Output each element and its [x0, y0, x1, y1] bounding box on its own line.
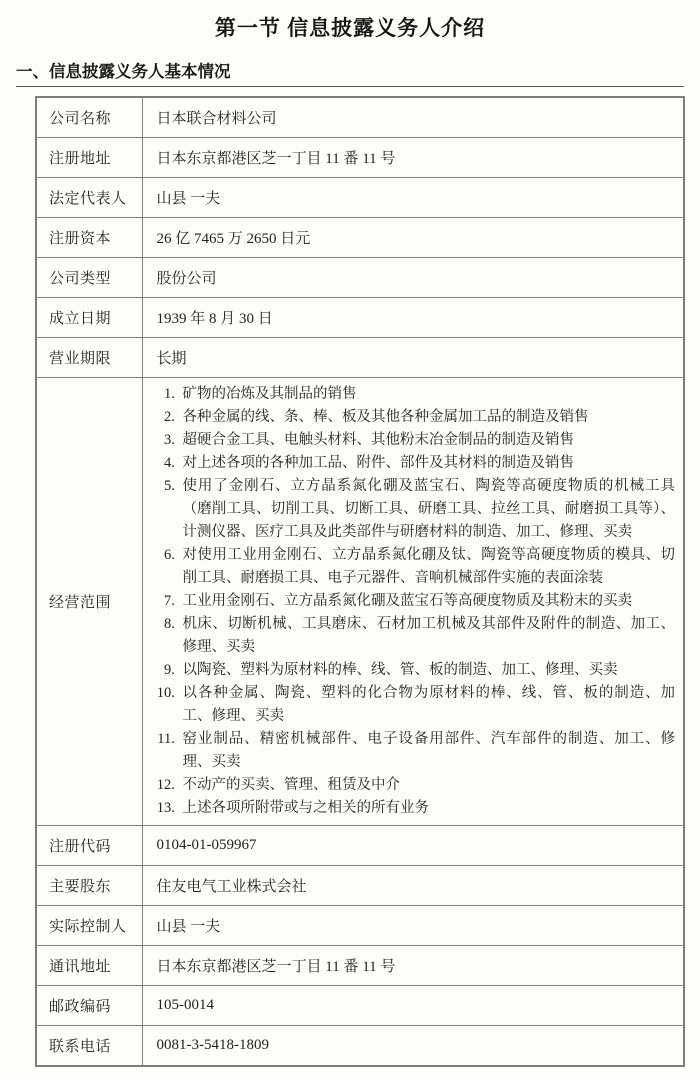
row-value: 日本东京都港区芝一丁目 11 番 11 号	[142, 138, 684, 178]
row-label: 营业期限	[36, 338, 142, 378]
row-label: 主要股东	[36, 866, 142, 906]
table-row	[36, 1026, 684, 1067]
business-scope-item: 13. 上述各项所附带或与之相关的所有业务	[179, 797, 676, 820]
row-label: 实际控制人	[36, 906, 142, 946]
row-label: 公司类型	[36, 258, 142, 298]
company-info-table	[35, 96, 685, 1067]
row-label: 注册代码	[36, 826, 142, 866]
table-row	[36, 826, 684, 866]
row-value: 1939 年 8 月 30 日	[142, 298, 684, 338]
table-row	[36, 258, 684, 298]
row-value: 住友电气工业株式会社	[142, 866, 684, 906]
table-row	[36, 138, 684, 178]
table-row	[36, 178, 684, 218]
table-rows-top	[36, 97, 684, 378]
row-value: 日本联合材料公司	[142, 97, 684, 138]
business-scope-item: 10. 以各种金属、陶瓷、塑料的化合物为原材料的棒、线、管、板的制造、加工、修理、买卖	[179, 682, 676, 728]
business-scope-item: 3. 超硬合金工具、电触头材料、其他粉末冶金制品的制造及销售	[179, 429, 676, 452]
table-row	[36, 338, 684, 378]
business-scope-list	[149, 383, 676, 820]
table-rows-bottom	[36, 826, 684, 1067]
row-label: 注册地址	[36, 138, 142, 178]
business-scope-item: 4. 对上述各项的各种加工品、附件、部件及其材料的制造及销售	[179, 452, 676, 475]
business-scope-cell	[142, 378, 684, 826]
table-row	[36, 218, 684, 258]
row-value: 山县 一夫	[142, 178, 684, 218]
row-value: 105-0014	[142, 986, 684, 1026]
business-scope-item: 1. 矿物的冶炼及其制品的销售	[179, 383, 676, 406]
business-scope-item: 8. 机床、切断机械、工具磨床、石材加工机械及其部件及附件的制造、加工、修理、买卖	[179, 613, 676, 659]
table-row-business-scope	[36, 378, 684, 826]
row-label: 法定代表人	[36, 178, 142, 218]
business-scope-item: 5. 使用了金刚石、立方晶系氮化硼及蓝宝石、陶瓷等高硬度物质的机械工具（磨削工具、切削工具、切断工具、研磨工具、拉丝工具、耐磨损工具等）、计测仪器、医疗工具及此类部件与研磨材料的制造、加工、修理、买卖	[179, 475, 676, 544]
row-label: 成立日期	[36, 298, 142, 338]
table-row	[36, 866, 684, 906]
table-row	[36, 986, 684, 1026]
business-scope-item: 7. 工业用金刚石、立方晶系氮化硼及蓝宝石等高硬度物质及其粉末的买卖	[179, 590, 676, 613]
row-label: 公司名称	[36, 97, 142, 138]
row-label: 联系电话	[36, 1026, 142, 1067]
section-heading: 一、信息披露义务人基本情况	[16, 58, 684, 87]
business-scope-item: 11. 窑业制品、精密机械部件、电子设备用部件、汽车部件的制造、加工、修理、买卖	[179, 728, 676, 774]
row-value: 股份公司	[142, 258, 684, 298]
business-scope-item: 2. 各种金属的线、条、棒、板及其他各种金属加工品的制造及销售	[179, 406, 676, 429]
page-title: 第一节 信息披露义务人介绍	[214, 16, 486, 40]
row-value: 日本东京都港区芝一丁目 11 番 11 号	[142, 946, 684, 986]
row-label: 邮政编码	[36, 986, 142, 1026]
row-label: 注册资本	[36, 218, 142, 258]
row-value: 0104-01-059967	[142, 826, 684, 866]
business-scope-item: 6. 对使用工业用金刚石、立方晶系氮化硼及钛、陶瓷等高硬度物质的模具、切削工具、耐磨损工具、电子元器件、音响机械部件实施的表面涂装	[179, 544, 676, 590]
table-row	[36, 906, 684, 946]
table-row	[36, 298, 684, 338]
table-rows-scope	[36, 378, 684, 826]
business-scope-item: 12. 不动产的买卖、管理、租赁及中介	[179, 774, 676, 797]
row-value: 0081-3-5418-1809	[142, 1026, 684, 1067]
row-value: 长期	[142, 338, 684, 378]
table-row	[36, 97, 684, 138]
business-scope-item: 9. 以陶瓷、塑料为原材料的棒、线、管、板的制造、加工、修理、买卖	[179, 659, 676, 682]
table-row	[36, 946, 684, 986]
row-value: 26 亿 7465 万 2650 日元	[142, 218, 684, 258]
row-label: 通讯地址	[36, 946, 142, 986]
row-label-business-scope: 经营范围	[36, 378, 142, 826]
row-value: 山县 一夫	[142, 906, 684, 946]
